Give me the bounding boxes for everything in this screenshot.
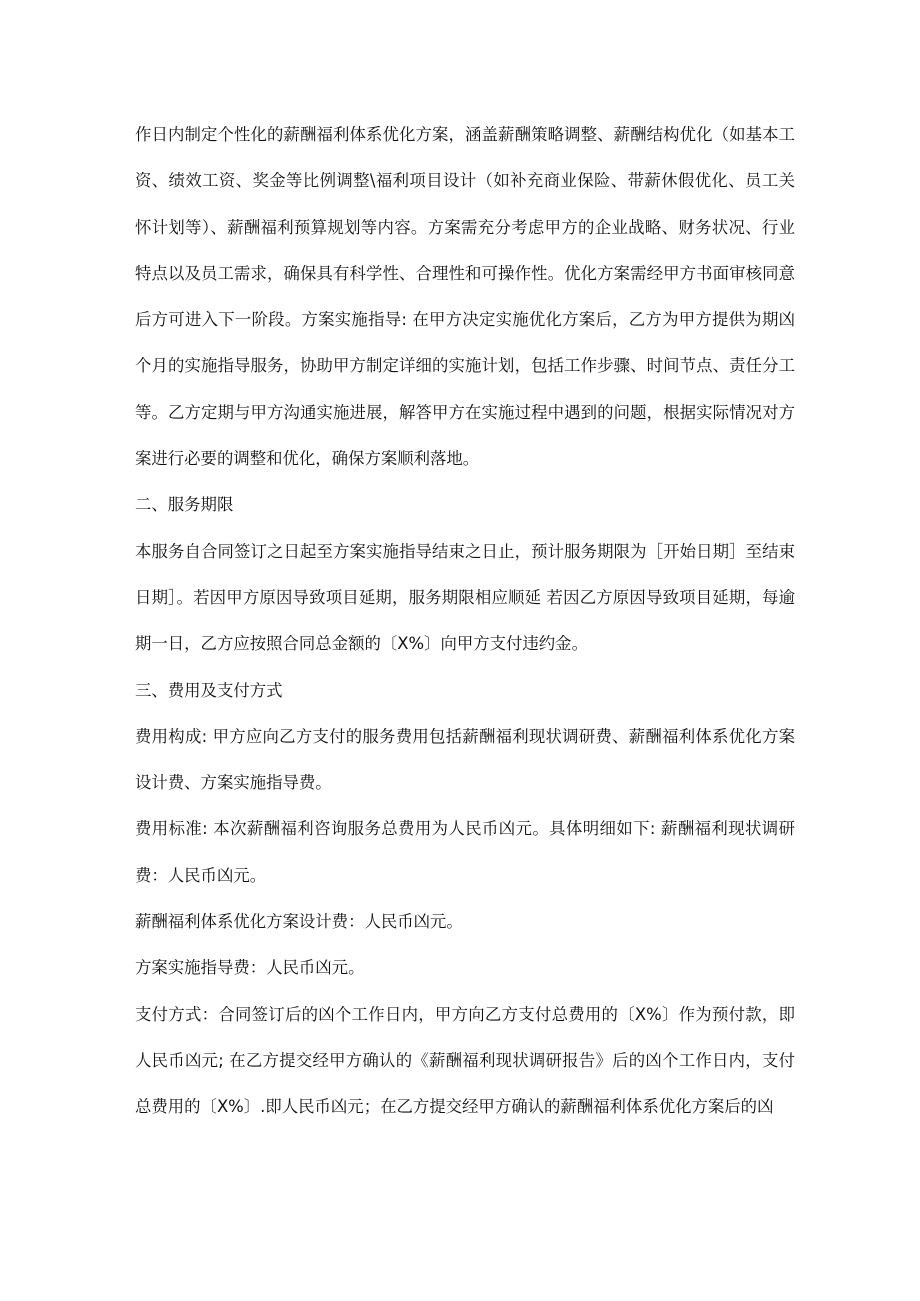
paragraph-service-period: 本服务自合同签订之日起至方案实施指导结束之日止，预计服务期限为［开始日期］至结束日期］。若因甲方原因导致项目延期，服务期限相应顺延 若因乙方原因导致项目延期，每逾期一日，乙方应按照合同总金额的〔X%〕向甲方支付违约金。 — [135, 541, 795, 654]
paragraph-design-fee: 薪酬福利体系优化方案设计费：人民币凶元。 — [135, 912, 463, 932]
paragraph-fee-composition: 费用构成: 甲方应向乙方支付的服务费用包括薪酬福利现状调研费、薪酬福利体系优化方案设计费、方案实施指导费。 — [135, 726, 795, 793]
paragraph-payment-method: 支付方式：合同签订后的凶个工作日内，甲方向乙方支付总费用的〔X%〕作为预付款，即人民币凶元; 在乙方提交经甲方确认的《薪酬福利现状调研报告》后的凶个工作日内，支付总费用的〔X%〕.即人民币凶元；在乙方提交经甲方确认的薪酬福利体系优化方案后的凶 — [135, 1004, 795, 1117]
paragraph-service-content: 作日内制定个性化的薪酬福利体系优化方案，涵盖薪酬策略调整、薪酬结构优化（如基本工资、绩效工资、奖金等比例调整\福利项目设计（如补充商业保险、带薪休假优化、员工关怀计划等）、薪酬福利预算规划等内容。方案需充分考虑甲方的企业战略、财务状况、行业特点以及员工需求，确保具有科学性、合理性和可操作性。优化方案需经甲方书面审核同意后方可进入下一阶段。方案实施指导: 在甲方决定实施优化方案后，乙方为甲方提供为期凶个月的实施指导服务，协助甲方制定详细的实施计划，包括工作步骤、时间节点、责任分工等。乙方定期与甲方沟通实施进展，解答甲方在实施过程中遇到的问题，根据实际情况对方案进行必要的调整和优化，确保方案顺利落地。 — [135, 125, 795, 469]
document-page — [135, 112, 795, 1131]
paragraph-guidance-fee: 方案实施指导费：人民币凶元。 — [135, 958, 365, 978]
section-heading-fees-payment: 三、费用及支付方式 — [135, 680, 283, 700]
section-heading-service-period: 二、服务期限 — [135, 495, 234, 515]
paragraph-fee-standard: 费用标准: 本次薪酬福利咨询服务总费用为人民币凶元。具体明细如下: 薪酬福利现状调研费：人民币凶元。 — [135, 819, 795, 885]
